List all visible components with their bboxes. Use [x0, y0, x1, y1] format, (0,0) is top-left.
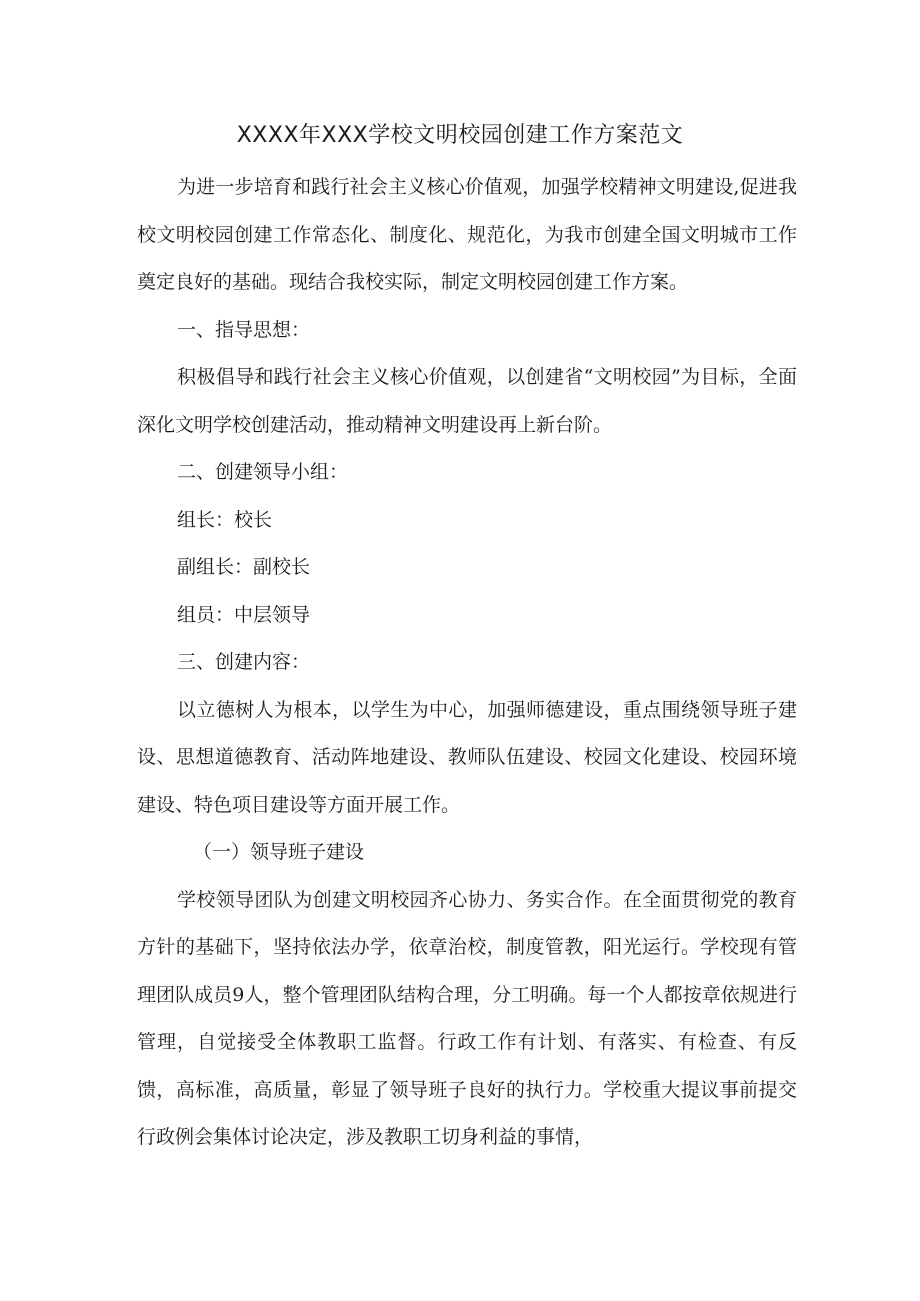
leader-line: 组长：校长 [177, 508, 273, 531]
section-heading-guiding-ideology: 一、指导思想： [177, 318, 311, 341]
deputy-leader-line: 副组长：副校长 [177, 556, 311, 578]
content-paragraph: 以立德树人为根本，以学生为中心，加强师德建设，重点围绕领导班子建设、思想道德教育、活动阵地建设、教师队伍建设、校园文化建设、校园环境建设、特色项目建设等方面开展工作。 [137, 698, 797, 816]
document-body [137, 164, 797, 1162]
guiding-ideology-paragraph: 积极倡导和践行社会主义核心价值观，以创建省“文明校园”为目标，全面深化文明学校创建活动，推动精神文明建设再上新台阶。 [137, 366, 797, 436]
document-title: XXXX年XXX学校文明校园创建工作方案范文 [236, 123, 684, 148]
leadership-paragraph: 学校领导团队为创建文明校园齐心协力、务实合作。在全面贯彻党的教育方针的基础下，坚持依法办学，依章治校，制度管教，阳光运行。学校现有管理团队成员9人，整个管理团队结构合理，分工明确。每一个人都按章依规进行管理，自觉接受全体教职工监督。行政工作有计划、有落实、有检查、有反馈，高标准，高质量，彰显了领导班子良好的执行力。学校重大提议事前提交行政例会集体讨论决定，涉及教职工切身利益的事情， [137, 888, 797, 1148]
section-heading-leadership-group: 二、创建领导小组： [177, 461, 349, 483]
members-line: 组员：中层领导 [177, 603, 311, 626]
intro-paragraph: 为进一步培育和践行社会主义核心价值观，加强学校精神文明建设,促进我校文明校园创建工作常态化、制度化、规范化，为我市创建全国文明城市工作奠定良好的基础。现结合我校实际，制定文明校园创建工作方案。 [137, 176, 797, 293]
section-heading-content: 三、创建内容： [177, 651, 311, 673]
subsection-heading-leadership: （一）领导班子建设 [193, 841, 365, 863]
